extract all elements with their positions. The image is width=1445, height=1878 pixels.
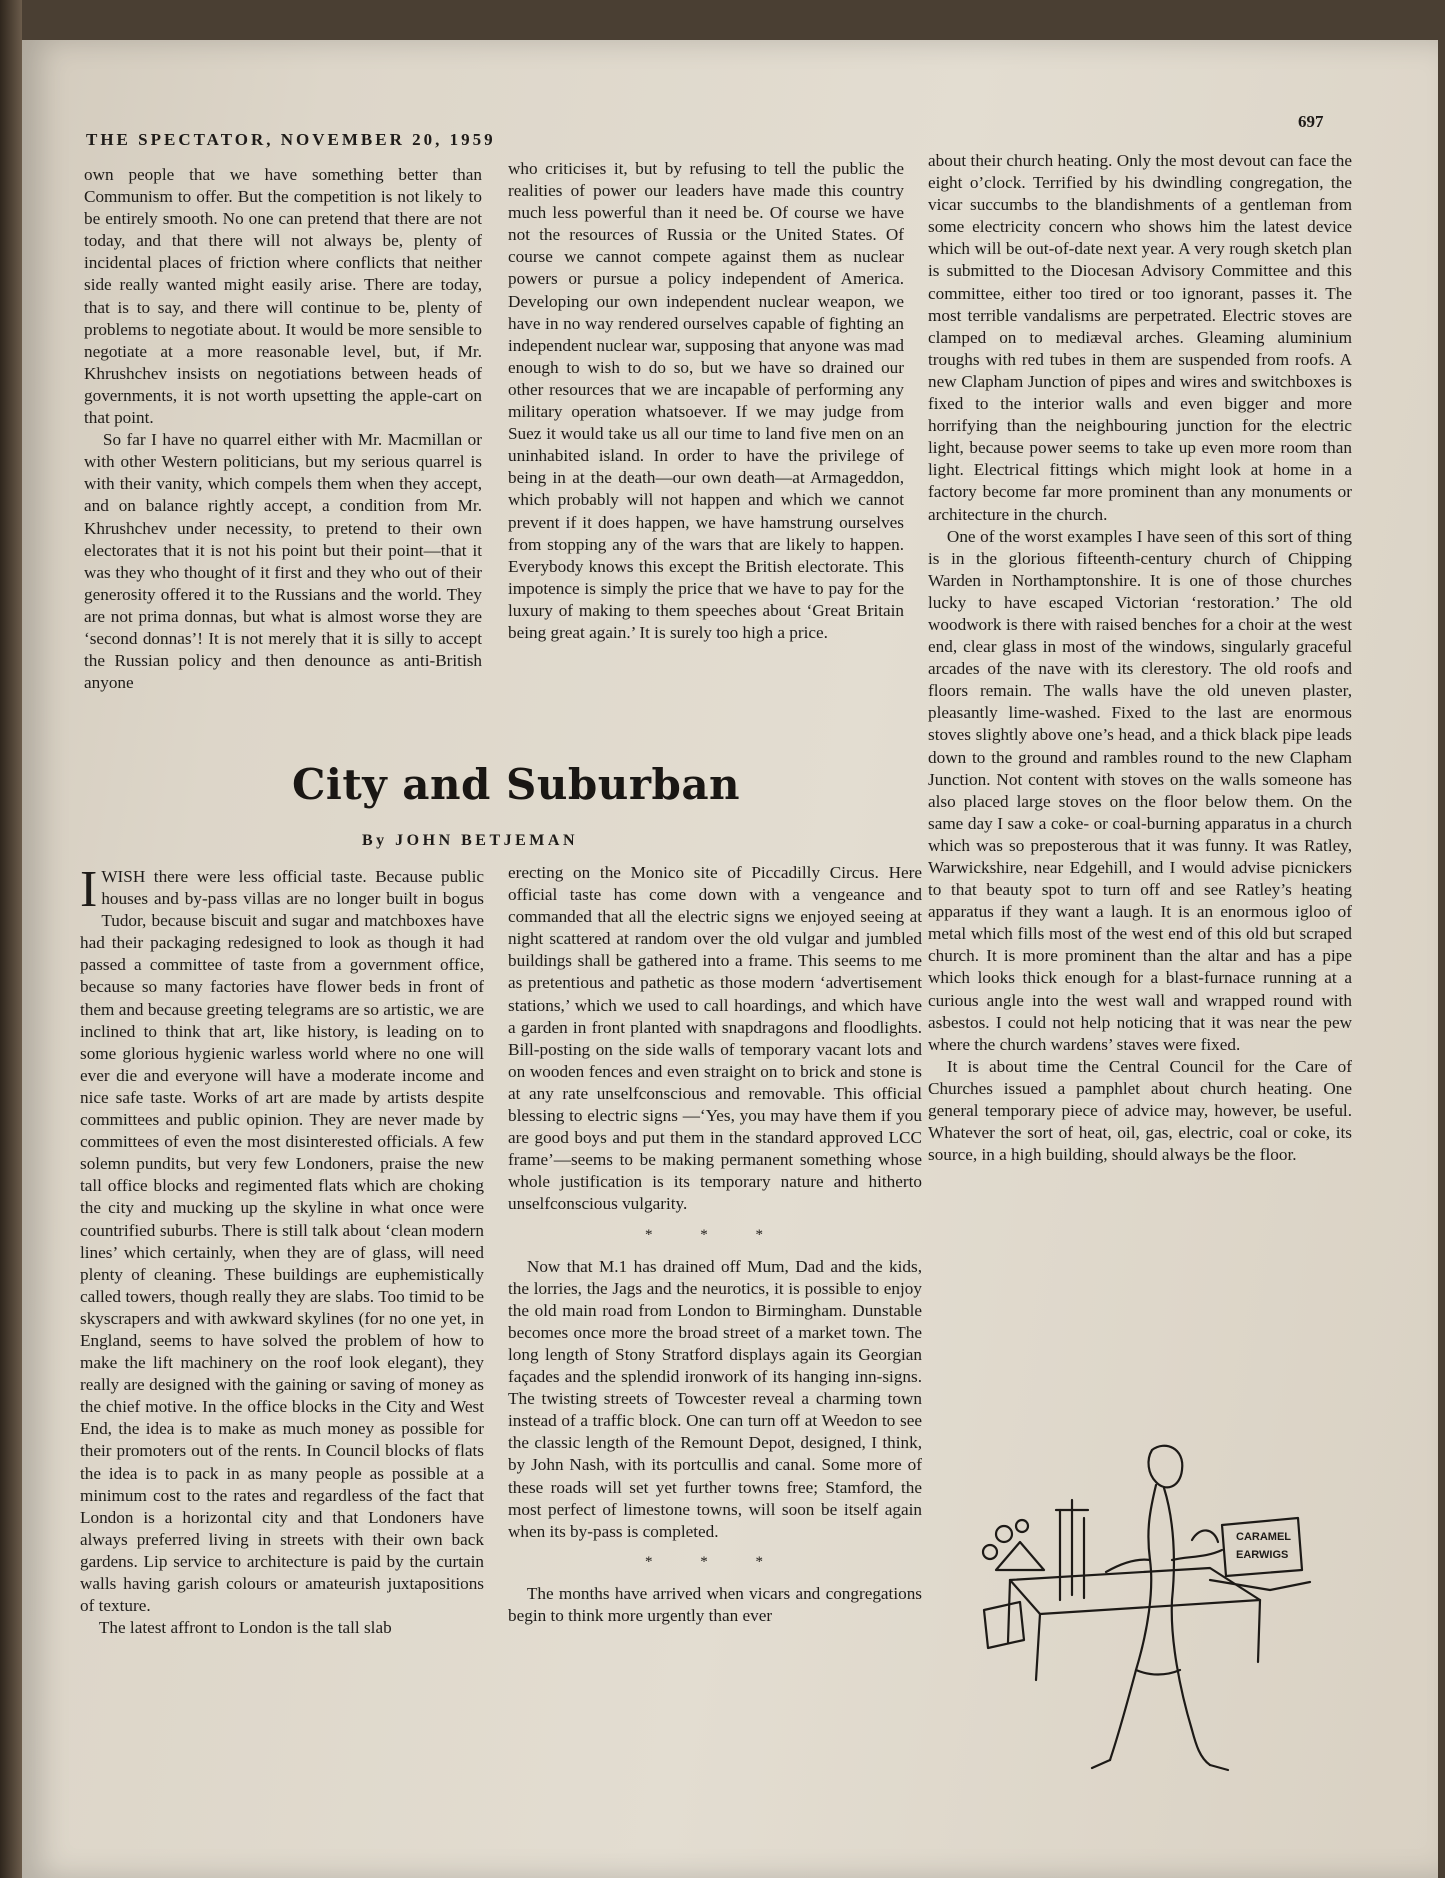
paragraph: The months have arrived when vicars and congregations begin to think more urgently than ever — [508, 1583, 922, 1625]
top-column-1 — [84, 164, 482, 736]
paragraph: So far I have no quarrel either with Mr. Macmillan or with other Western politicians, but my serious quarrel is with their vanity, which compels them when they accept, and on balance rightly accept, a condition from Mr. Khrushchev under necessity, to pretend to their own electorates that it is not his point but their point—that it was they who thought of it first and they who out of their generosity offered it to the Russians and the world. They are not prima donnas, but what is almost worse they are ‘second donnas’! It is not merely that it is silly to accept the Russian policy and then denounce as anti-British anyone — [84, 430, 482, 693]
page-number: 697 — [1298, 112, 1324, 131]
section-break: * * * — [645, 1553, 785, 1570]
opening-text: WISH there were less official taste. Because public houses and by-pass villas are no longer built in bogus Tudor, because biscuit and sugar and matchboxes have had their packaging redesigned to look as though it had passed a committee of taste from a government office, because so many factories have flower beds in front of them and because greeting telegrams are so artistic, we are inclined to think that art, like history, is leading on to some glorious hygienic warless world where no one will ever die and everyone will have a moderate income and nice safe taste. Works of art are made by artists despite committees and public opinion. They are never made by committees of even the most disinterested officials. A few solemn pundits, but very few Londoners, praise the new tall office blocks and regimented flats which are choking the city and mucking up the skyline in what once were countrified suburbs. There is still talk about ‘clean modern lines’ which certainly, when they are of glass, will need plenty of cleaning. These buildings are euphemistically called towers, though really they are slabs. Too timid to be skyscrapers and with awkward skylines (for no one yet, in England, seems to have solved the problem of how to make the lift machinery on the roof look elegant), they really are designed with the gaining or saving of money as the chief motive. In the office blocks in the City and West End, the idea is to make as much money as possible for their promoters out of the rents. In Council blocks of flats the idea is to pack in as many people as possible at a minimum cost to the rates and regardless of the fact that London is a horizontal city and that Londoners have always preferred living in streets with their own back gardens. Lip service to architecture is paid by the curtain walls having garish colours or amateurish juxtapositions of texture. — [80, 867, 484, 1616]
paragraph: One of the worst examples I have seen of this sort of thing is in the glorious fifteenth-century church of Chipping Warden in Northamptonshire. It is one of those churches lucky to have escaped Victorian ‘restoration.’ The old woodwork is there with raised benches for a choir at the west end, clear glass in most of the windows, singularly graceful arcades of the nave with its clerestory. The old roofs and floors remain. The walls have the old uneven plaster, pleasantly lime-washed. Fixed to the last are enormous stoves slightly above one’s head, and a thick black pipe leads down to the ground and rambles round to the new Clapham Junction. Not content with stoves on the walls someone has also placed large stoves on the floor below them. On the same day I saw a coke- or coal-burning apparatus in a church which was so preposterous that it was funny. It was Ratley, Warwickshire, near Edgehill, and I would advise picnickers to that beauty spot to turn off and see Ratley’s heating apparatus if they want a laugh. It is an enormous igloo of metal which fills most of the west end of this old but scraped church. It is more prominent than the altar and has a pipe which looks thick enough for a blast-furnace running at a curious angle into the west wall and wrapped round with asbestos. I could not help noticing that it was near the pew where the church wardens’ staves were fixed. — [928, 526, 1352, 1054]
article-byline: By JOHN BETJEMAN — [362, 832, 579, 849]
paragraph: erecting on the Monico site of Piccadilly Circus. Here official taste has come down with a vengeance and commanded that all the electric signs we enjoyed seeing at night scattered at random over the old vulgar and jumbled buildings shall be gathered into a frame. This seems to me as pretentious and pathetic as those modern ‘advertisement stations,’ which we used to call hoardings, and which have a garden in front planted with snapdragons and floodlights. Bill-posting on the side walls of temporary vacant lots and on wooden fences and even straight on to brick and stone is at any rate unselfconscious and removable. This official blessing to electric signs —‘Yes, you may have them if you are good boys and put them in the standard approved LCC frame’—seems to be making permanent something whose whole justification is its temporary nature and hitherto unselfconscious vulgarity. — [508, 863, 922, 1214]
section-break: * * * — [645, 1226, 785, 1243]
paragraph: who criticises it, but by refusing to tell the public the realities of power our leaders have made this country much less powerful than it need be. Of course we have not the resources of Russia or the United States. Of course we cannot compete against them as nuclear powers or pursue a policy independent of America. Developing our own independent nuclear weapon, we have in no way rendered ourselves capable of fighting an independent nuclear war, supposing that anyone was mad enough to wish to do so, but we have so drained our other resources that we are incapable of performing any military operation whatsoever. If we may judge from Suez it would take us all our time to land five men on an uninhabited island. In order to have the privilege of being in at the death—our own death—at Armageddon, which probably will not happen and which we cannot prevent if it does happen, we have hamstrung ourselves from stopping any of the wars that are likely to happen. Everybody knows this except the British electorate. This impotence is simply the price that we have to pay for the luxury of making to them speeches about ‘Great Britain being great again.’ It is surely too high a price. — [508, 159, 904, 642]
opening-paragraph — [80, 866, 484, 1617]
sketch-illustration — [960, 1430, 1345, 1775]
article-title: City and Suburban — [292, 760, 741, 809]
paragraph: own people that we have something better than Communism to offer. But the competition is not likely to be entirely smooth. No one can pretend that there are not today, and that there will not always be, plenty of incidental places of friction where conflicts that neither side really wanted might easily arise. There are today, that is to say, and there will continue to be, plenty of problems to negotiate about. It would be more sensible to negotiate at a more reasonable level, but, if Mr. Khrushchev insists on negotiations between heads of governments, it is not worth upsetting the apple-cart on that point. — [84, 165, 482, 428]
book-spine — [0, 0, 22, 1878]
sign-text-line2: EARWIGS — [1236, 1549, 1289, 1561]
drop-cap: I — [80, 866, 98, 918]
running-head: THE SPECTATOR, NOVEMBER 20, 1959 — [86, 130, 496, 149]
paragraph: It is about time the Central Council for the Care of Churches issued a pamphlet about church heating. One general temporary piece of advice may, however, be useful. Whatever the sort of heat, oil, gas, electric, coal or coke, its source, in a high building, should always be the floor. — [928, 1056, 1352, 1165]
article-column-3 — [928, 150, 1352, 1420]
top-column-2 — [508, 158, 904, 736]
paragraph: The latest affront to London is the tall slab — [98, 1618, 392, 1638]
paragraph: about their church heating. Only the most devout can face the eight o’clock. Terrified by his dwindling congregation, the vicar succumbs to the blandishments of a gentleman from some electricity concern who shows him the latest device which will be out-of-date next year. A very rough sketch plan is submitted to the Diocesan Advisory Committee and this committee, either too tired or too ignorant, passes it. The most terrible vandalisms are perpetrated. Electric stoves are clamped on to mediæval arches. Gleaming aluminium troughs with red tubes in them are suspended from roofs. A new Clapham Junction of pipes and wires and switchboxes is fixed to the interior walls and even bigger and more horrifying than the neighbouring junction for the electric light, because power seems to take up even more room than light. Electrical fittings which might look at home in a factory become far more prominent than any monuments or architecture in the church. — [928, 151, 1352, 524]
article-column-2 — [508, 862, 922, 1776]
paragraph: Now that M.1 has drained off Mum, Dad and the kids, the lorries, the Jags and the neurotics, it is possible to enjoy the old main road from London to Birmingham. Dunstable becomes once more the broad street of a market town. The long length of Stony Stratford displays again its Georgian façades and the splendid ironwork of its hanging inn-signs. The twisting streets of Towcester reveal a charming town instead of a traffic block. One can turn off at Weedon to see the classic length of the Remount Depot, designed, I think, by John Nash, with its portcullis and canal. Some more of these roads will set yet further towns free; Stamford, the most perfect of limestone towns, will soon be itself again when its by-pass is completed. — [508, 1256, 922, 1541]
article-column-1 — [80, 866, 484, 1776]
sign-text-line1: CARAMEL — [1236, 1531, 1291, 1543]
